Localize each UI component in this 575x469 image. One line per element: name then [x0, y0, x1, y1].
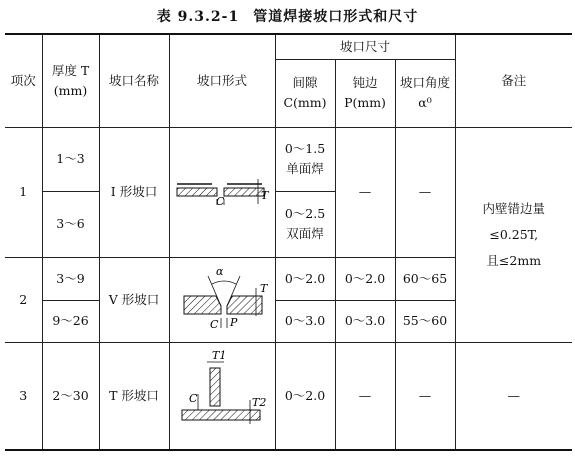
header-blunt: [335, 59, 395, 127]
row2a-gap: 0～2.0: [275, 257, 335, 300]
remarks-shared: [455, 127, 572, 342]
table-row: [5, 342, 572, 450]
header-row-1: [5, 34, 572, 59]
row3-remarks: —: [455, 342, 572, 450]
label-t: T: [261, 189, 269, 202]
row2b-gap: 0～3.0: [275, 300, 335, 342]
label-t2: T2: [252, 395, 267, 409]
row1a-gap-value: 0～1.5: [284, 141, 326, 156]
row2b-angle: 55～60: [395, 300, 455, 342]
header-blunt-line2: P(mm): [344, 95, 386, 110]
remarks-line3: 且≤2mm: [486, 252, 542, 268]
row1b-gap: [275, 191, 335, 257]
row3-item: 3: [5, 342, 42, 450]
table-row: [5, 127, 572, 191]
row2-diagram: [169, 257, 275, 342]
groove-table: [5, 33, 572, 451]
i-groove-diagram: [172, 159, 272, 219]
remarks-line1: 内壁错边量: [482, 200, 545, 216]
row1a-gap: [275, 127, 335, 191]
row1-angle: —: [395, 127, 455, 257]
row2b-blunt: 0～3.0: [335, 300, 395, 342]
row3-gap: 0～2.0: [275, 342, 335, 450]
header-gap-line1: 间隙: [292, 75, 318, 90]
remarks-line2: ≤0.25T,: [489, 226, 539, 242]
label-alpha: α: [216, 264, 224, 278]
row2-name: V 形坡口: [99, 257, 169, 342]
header-gap: [275, 59, 335, 127]
row1-item: 1: [5, 127, 42, 257]
row1b-thickness: 3～6: [42, 191, 99, 257]
row1a-thickness: 1～3: [42, 127, 99, 191]
row3-angle: —: [395, 342, 455, 450]
row3-name: T 形坡口: [99, 342, 169, 450]
header-thickness-line1: 厚度 T: [51, 62, 90, 78]
header-groove-size: 坡口尺寸: [275, 34, 455, 59]
label-t1-text: T1: [212, 348, 227, 362]
header-angle: [395, 59, 455, 127]
v-groove-diagram: [172, 258, 272, 336]
label-c: C: [189, 391, 198, 405]
table-title: [0, 6, 575, 26]
table-title-text: 管道焊接坡口形式和尺寸: [253, 9, 419, 25]
label-c: C: [216, 195, 225, 208]
row2a-blunt: 0～2.0: [335, 257, 395, 300]
label-t1: [212, 349, 226, 362]
header-groove-form: 坡口形式: [169, 34, 275, 127]
t-groove-diagram: [172, 348, 272, 438]
header-item: 项次: [5, 34, 42, 127]
header-gap-line2: C(mm): [283, 95, 327, 110]
row1b-gap-value: 0～2.5: [284, 206, 326, 221]
label-c: C: [210, 317, 219, 331]
row2-item: 2: [5, 257, 42, 342]
label-t: T: [260, 281, 268, 295]
row1-diagram: [169, 127, 275, 257]
row2a-angle: 60～65: [395, 257, 455, 300]
header-groove-name: 坡口名称: [99, 34, 169, 127]
header-angle-line1: 坡口角度: [399, 75, 450, 90]
row1-name: I 形坡口: [99, 127, 169, 257]
header-remarks: 备注: [455, 34, 572, 127]
header-thickness-line2: (mm): [53, 82, 88, 98]
header-blunt-line1: 钝边: [352, 75, 378, 90]
row3-diagram: [169, 342, 275, 450]
table-number: 表 9.3.2-1: [156, 9, 240, 25]
header-angle-line2: α⁰: [418, 95, 432, 110]
header-thickness: [42, 34, 99, 127]
row1a-gap-note: 单面焊: [286, 161, 324, 176]
row1b-gap-note: 双面焊: [286, 226, 324, 241]
label-p: P: [230, 315, 238, 329]
row1-blunt: —: [335, 127, 395, 257]
row2a-thickness: 3～9: [42, 257, 99, 300]
row3-thickness: 2～30: [42, 342, 99, 450]
row3-blunt: —: [335, 342, 395, 450]
row2b-thickness: 9～26: [42, 300, 99, 342]
